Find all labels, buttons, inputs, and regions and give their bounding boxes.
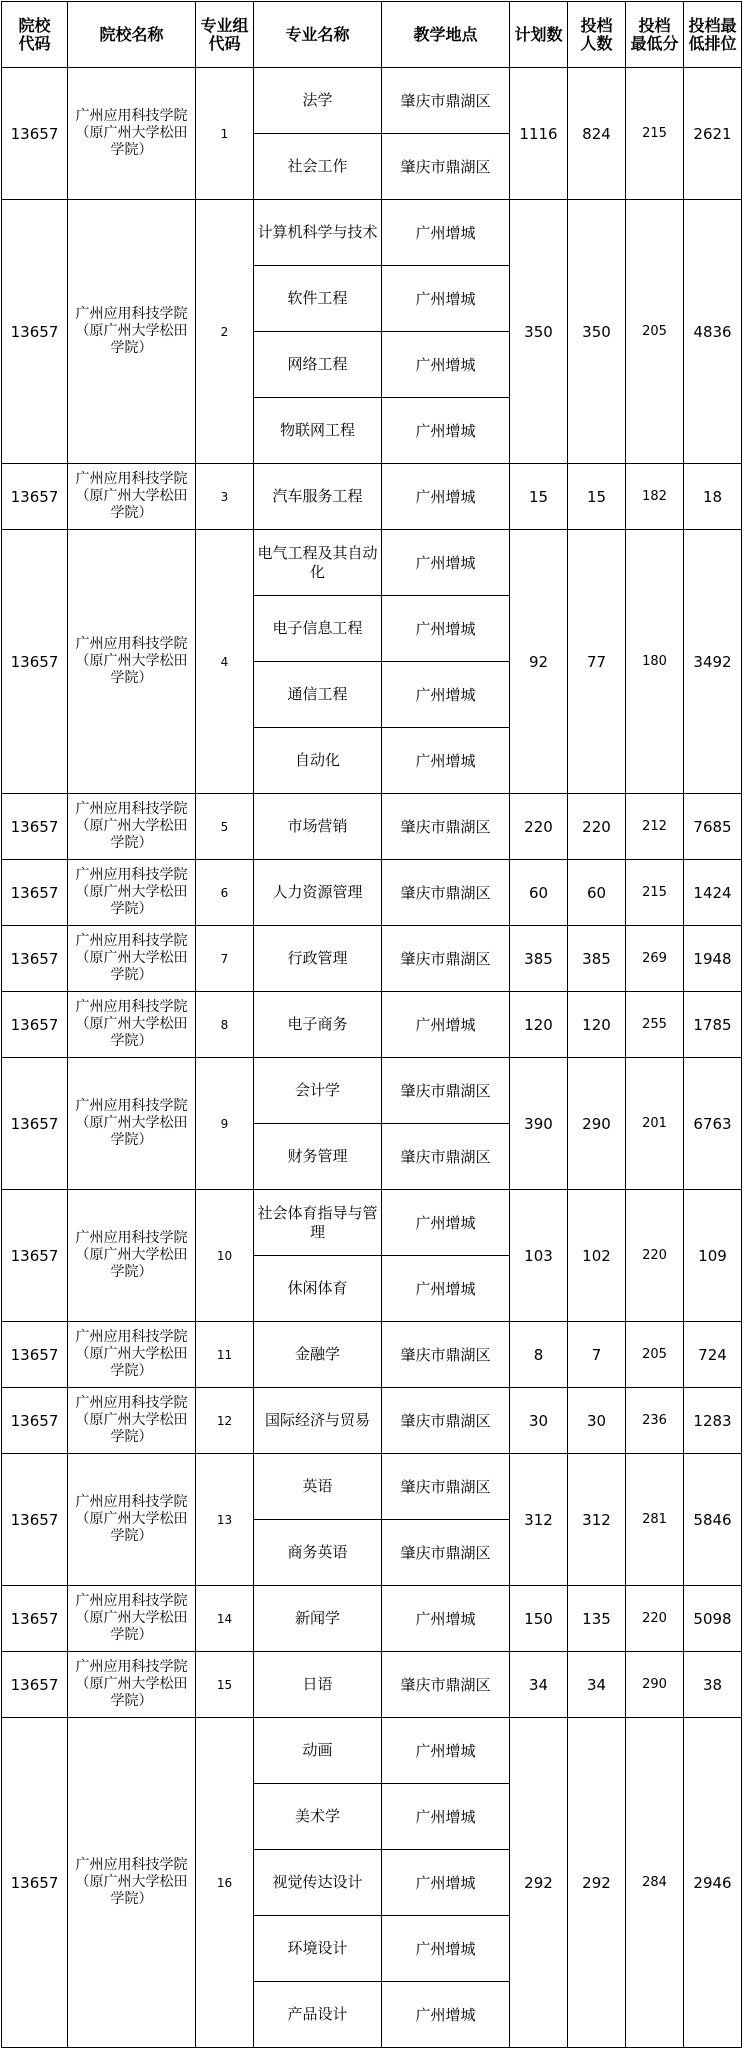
- plan-count-cell: 150: [510, 1586, 568, 1652]
- location-cell: 广州增城: [382, 332, 510, 398]
- school-name-cell: 广州应用科技学院（原广州大学松田学院）: [68, 1190, 196, 1322]
- plan-count-cell: 220: [510, 794, 568, 860]
- admitted-count-cell: 60: [568, 860, 626, 926]
- min-score-cell: 269: [626, 926, 684, 992]
- school-code-cell: 13657: [2, 1454, 68, 1586]
- location-cell: 广州增城: [382, 728, 510, 794]
- min-rank-cell: 1283: [684, 1388, 742, 1454]
- group-code-cell: 9: [196, 1058, 254, 1190]
- admitted-count-cell: 292: [568, 1718, 626, 2048]
- min-score-cell: 255: [626, 992, 684, 1058]
- location-cell: 广州增城: [382, 662, 510, 728]
- school-code-cell: 13657: [2, 68, 68, 200]
- min-score-cell: 281: [626, 1454, 684, 1586]
- location-cell: 广州增城: [382, 596, 510, 662]
- major-name-cell: 国际经济与贸易: [254, 1388, 382, 1454]
- location-cell: 肇庆市鼎湖区: [382, 1124, 510, 1190]
- admitted-count-cell: 312: [568, 1454, 626, 1586]
- min-rank-cell: 109: [684, 1190, 742, 1322]
- major-name-cell: 休闲体育: [254, 1256, 382, 1322]
- location-cell: 广州增城: [382, 1784, 510, 1850]
- table-row: [2, 200, 742, 266]
- group-code-cell: 10: [196, 1190, 254, 1322]
- school-code-cell: 13657: [2, 1652, 68, 1718]
- school-code-cell: 13657: [2, 464, 68, 530]
- min-score-cell: 201: [626, 1058, 684, 1190]
- school-code-cell: 13657: [2, 926, 68, 992]
- school-code-cell: 13657: [2, 1058, 68, 1190]
- major-name-cell: 汽车服务工程: [254, 464, 382, 530]
- plan-count-cell: 385: [510, 926, 568, 992]
- major-name-cell: 电子信息工程: [254, 596, 382, 662]
- major-name-cell: 产品设计: [254, 1982, 382, 2048]
- table-row: [2, 926, 742, 992]
- group-code-cell: 8: [196, 992, 254, 1058]
- location-cell: 肇庆市鼎湖区: [382, 1058, 510, 1124]
- major-name-cell: 会计学: [254, 1058, 382, 1124]
- admitted-count-cell: 77: [568, 530, 626, 794]
- location-cell: 广州增城: [382, 1916, 510, 1982]
- location-cell: 广州增城: [382, 1982, 510, 2048]
- header-school-name: 院校名称: [68, 2, 196, 68]
- table-row: [2, 860, 742, 926]
- min-score-cell: 212: [626, 794, 684, 860]
- location-cell: 广州增城: [382, 992, 510, 1058]
- admitted-count-cell: 290: [568, 1058, 626, 1190]
- admission-table: [1, 1, 742, 2048]
- major-name-cell: 人力资源管理: [254, 860, 382, 926]
- min-rank-cell: 1785: [684, 992, 742, 1058]
- table-row: [2, 1652, 742, 1718]
- header-min-score: 投档 最低分: [626, 2, 684, 68]
- table-row: [2, 1058, 742, 1124]
- group-code-cell: 7: [196, 926, 254, 992]
- header-plan: 计划数: [510, 2, 568, 68]
- table-row: [2, 992, 742, 1058]
- table-row: [2, 1322, 742, 1388]
- group-code-cell: 1: [196, 68, 254, 200]
- major-name-cell: 电子商务: [254, 992, 382, 1058]
- table-row: [2, 1388, 742, 1454]
- min-rank-cell: 38: [684, 1652, 742, 1718]
- min-rank-cell: 2621: [684, 68, 742, 200]
- plan-count-cell: 1116: [510, 68, 568, 200]
- table-row: [2, 1586, 742, 1652]
- plan-count-cell: 120: [510, 992, 568, 1058]
- group-code-cell: 15: [196, 1652, 254, 1718]
- school-name-cell: 广州应用科技学院（原广州大学松田学院）: [68, 200, 196, 464]
- min-score-cell: 205: [626, 1322, 684, 1388]
- table-row: [2, 1718, 742, 1784]
- min-rank-cell: 5846: [684, 1454, 742, 1586]
- major-name-cell: 新闻学: [254, 1586, 382, 1652]
- school-name-cell: 广州应用科技学院（原广州大学松田学院）: [68, 1058, 196, 1190]
- min-rank-cell: 2946: [684, 1718, 742, 2048]
- school-name-cell: 广州应用科技学院（原广州大学松田学院）: [68, 68, 196, 200]
- major-name-cell: 日语: [254, 1652, 382, 1718]
- major-name-cell: 自动化: [254, 728, 382, 794]
- school-name-cell: 广州应用科技学院（原广州大学松田学院）: [68, 926, 196, 992]
- major-name-cell: 通信工程: [254, 662, 382, 728]
- header-location: 教学地点: [382, 2, 510, 68]
- admitted-count-cell: 34: [568, 1652, 626, 1718]
- plan-count-cell: 30: [510, 1388, 568, 1454]
- group-code-cell: 4: [196, 530, 254, 794]
- major-name-cell: 法学: [254, 68, 382, 134]
- admitted-count-cell: 220: [568, 794, 626, 860]
- school-code-cell: 13657: [2, 794, 68, 860]
- min-rank-cell: 5098: [684, 1586, 742, 1652]
- table-row: [2, 794, 742, 860]
- plan-count-cell: 292: [510, 1718, 568, 2048]
- major-name-cell: 动画: [254, 1718, 382, 1784]
- plan-count-cell: 390: [510, 1058, 568, 1190]
- group-code-cell: 16: [196, 1718, 254, 2048]
- school-code-cell: 13657: [2, 200, 68, 464]
- major-name-cell: 物联网工程: [254, 398, 382, 464]
- location-cell: 肇庆市鼎湖区: [382, 1388, 510, 1454]
- header-group-code: 专业组 代码: [196, 2, 254, 68]
- location-cell: 广州增城: [382, 200, 510, 266]
- school-name-cell: 广州应用科技学院（原广州大学松田学院）: [68, 992, 196, 1058]
- min-rank-cell: 7685: [684, 794, 742, 860]
- table-row: [2, 530, 742, 596]
- major-name-cell: 环境设计: [254, 1916, 382, 1982]
- school-code-cell: 13657: [2, 860, 68, 926]
- plan-count-cell: 92: [510, 530, 568, 794]
- group-code-cell: 12: [196, 1388, 254, 1454]
- plan-count-cell: 312: [510, 1454, 568, 1586]
- location-cell: 肇庆市鼎湖区: [382, 134, 510, 200]
- min-score-cell: 215: [626, 68, 684, 200]
- location-cell: 肇庆市鼎湖区: [382, 1454, 510, 1520]
- major-name-cell: 电气工程及其自动化: [254, 530, 382, 596]
- min-rank-cell: 4836: [684, 200, 742, 464]
- admitted-count-cell: 824: [568, 68, 626, 200]
- school-code-cell: 13657: [2, 1388, 68, 1454]
- major-name-cell: 财务管理: [254, 1124, 382, 1190]
- major-name-cell: 软件工程: [254, 266, 382, 332]
- min-rank-cell: 6763: [684, 1058, 742, 1190]
- school-code-cell: 13657: [2, 1190, 68, 1322]
- group-code-cell: 11: [196, 1322, 254, 1388]
- major-name-cell: 商务英语: [254, 1520, 382, 1586]
- school-code-cell: 13657: [2, 1322, 68, 1388]
- min-score-cell: 220: [626, 1586, 684, 1652]
- location-cell: 广州增城: [382, 1190, 510, 1256]
- location-cell: 广州增城: [382, 464, 510, 530]
- plan-count-cell: 34: [510, 1652, 568, 1718]
- school-name-cell: 广州应用科技学院（原广州大学松田学院）: [68, 530, 196, 794]
- min-score-cell: 205: [626, 200, 684, 464]
- header-row: [2, 2, 742, 68]
- group-code-cell: 6: [196, 860, 254, 926]
- group-code-cell: 2: [196, 200, 254, 464]
- major-name-cell: 社会工作: [254, 134, 382, 200]
- school-name-cell: 广州应用科技学院（原广州大学松田学院）: [68, 860, 196, 926]
- header-school-code: 院校 代码: [2, 2, 68, 68]
- group-code-cell: 14: [196, 1586, 254, 1652]
- min-rank-cell: 1424: [684, 860, 742, 926]
- min-score-cell: 290: [626, 1652, 684, 1718]
- min-rank-cell: 3492: [684, 530, 742, 794]
- school-name-cell: 广州应用科技学院（原广州大学松田学院）: [68, 1652, 196, 1718]
- location-cell: 广州增城: [382, 266, 510, 332]
- major-name-cell: 视觉传达设计: [254, 1850, 382, 1916]
- major-name-cell: 网络工程: [254, 332, 382, 398]
- major-name-cell: 美术学: [254, 1784, 382, 1850]
- location-cell: 肇庆市鼎湖区: [382, 1322, 510, 1388]
- location-cell: 广州增城: [382, 398, 510, 464]
- min-score-cell: 215: [626, 860, 684, 926]
- location-cell: 肇庆市鼎湖区: [382, 68, 510, 134]
- min-score-cell: 182: [626, 464, 684, 530]
- school-code-cell: 13657: [2, 530, 68, 794]
- admitted-count-cell: 385: [568, 926, 626, 992]
- plan-count-cell: 15: [510, 464, 568, 530]
- min-score-cell: 220: [626, 1190, 684, 1322]
- min-score-cell: 236: [626, 1388, 684, 1454]
- location-cell: 广州增城: [382, 1850, 510, 1916]
- table-row: [2, 1190, 742, 1256]
- plan-count-cell: 60: [510, 860, 568, 926]
- school-name-cell: 广州应用科技学院（原广州大学松田学院）: [68, 1454, 196, 1586]
- school-code-cell: 13657: [2, 1718, 68, 2048]
- location-cell: 广州增城: [382, 1256, 510, 1322]
- location-cell: 肇庆市鼎湖区: [382, 860, 510, 926]
- admitted-count-cell: 135: [568, 1586, 626, 1652]
- major-name-cell: 英语: [254, 1454, 382, 1520]
- school-name-cell: 广州应用科技学院（原广州大学松田学院）: [68, 1586, 196, 1652]
- header-min-rank: 投档最 低排位: [684, 2, 742, 68]
- admitted-count-cell: 102: [568, 1190, 626, 1322]
- min-score-cell: 180: [626, 530, 684, 794]
- major-name-cell: 金融学: [254, 1322, 382, 1388]
- admitted-count-cell: 30: [568, 1388, 626, 1454]
- min-score-cell: 284: [626, 1718, 684, 2048]
- header-major-name: 专业名称: [254, 2, 382, 68]
- min-rank-cell: 18: [684, 464, 742, 530]
- location-cell: 广州增城: [382, 530, 510, 596]
- location-cell: 广州增城: [382, 1586, 510, 1652]
- plan-count-cell: 103: [510, 1190, 568, 1322]
- school-code-cell: 13657: [2, 992, 68, 1058]
- header-admitted: 投档 人数: [568, 2, 626, 68]
- group-code-cell: 13: [196, 1454, 254, 1586]
- location-cell: 肇庆市鼎湖区: [382, 1520, 510, 1586]
- admitted-count-cell: 120: [568, 992, 626, 1058]
- admitted-count-cell: 15: [568, 464, 626, 530]
- admitted-count-cell: 7: [568, 1322, 626, 1388]
- school-name-cell: 广州应用科技学院（原广州大学松田学院）: [68, 1388, 196, 1454]
- location-cell: 广州增城: [382, 1718, 510, 1784]
- group-code-cell: 3: [196, 464, 254, 530]
- table-row: [2, 68, 742, 134]
- table-row: [2, 1454, 742, 1520]
- admitted-count-cell: 350: [568, 200, 626, 464]
- school-name-cell: 广州应用科技学院（原广州大学松田学院）: [68, 464, 196, 530]
- group-code-cell: 5: [196, 794, 254, 860]
- table-row: [2, 464, 742, 530]
- plan-count-cell: 8: [510, 1322, 568, 1388]
- school-code-cell: 13657: [2, 1586, 68, 1652]
- min-rank-cell: 1948: [684, 926, 742, 992]
- school-name-cell: 广州应用科技学院（原广州大学松田学院）: [68, 1322, 196, 1388]
- table-body: [2, 68, 742, 2048]
- major-name-cell: 市场营销: [254, 794, 382, 860]
- school-name-cell: 广州应用科技学院（原广州大学松田学院）: [68, 794, 196, 860]
- location-cell: 肇庆市鼎湖区: [382, 926, 510, 992]
- location-cell: 肇庆市鼎湖区: [382, 1652, 510, 1718]
- major-name-cell: 社会体育指导与管理: [254, 1190, 382, 1256]
- major-name-cell: 计算机科学与技术: [254, 200, 382, 266]
- school-name-cell: 广州应用科技学院（原广州大学松田学院）: [68, 1718, 196, 2048]
- plan-count-cell: 350: [510, 200, 568, 464]
- location-cell: 肇庆市鼎湖区: [382, 794, 510, 860]
- major-name-cell: 行政管理: [254, 926, 382, 992]
- min-rank-cell: 724: [684, 1322, 742, 1388]
